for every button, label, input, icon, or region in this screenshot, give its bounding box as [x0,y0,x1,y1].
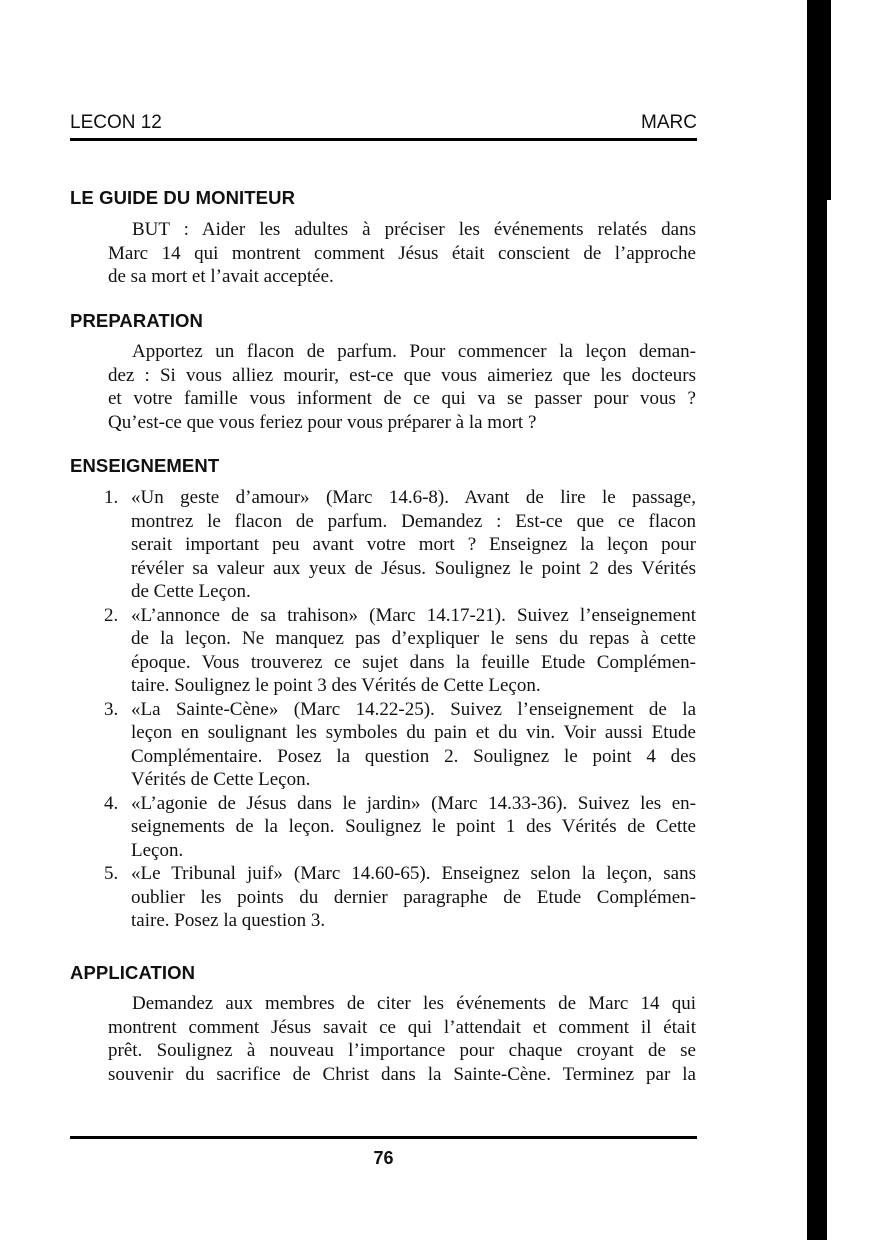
header-rule [70,138,697,141]
text-line: leçon en soulignant les symboles du pain et du vin. Voir aussi Etude [131,722,696,743]
text-line: seignements de la leçon. Soulignez le point 1 des Vérités de Cette [131,816,696,837]
header-lesson: LECON 12 [70,112,162,133]
text-line: de sa mort et l’avait acceptée. [108,266,334,287]
text-line: montrent comment Jésus savait ce qui l’attendait et comment il était [108,1016,696,1038]
list-item [104,792,696,863]
text-line: «L’agonie de Jésus dans le jardin» (Marc 14.33-36). Suivez les en- [131,792,696,814]
scan-edge-bar [807,0,827,1240]
section-title-enseignement: ENSEIGNEMENT [70,455,220,476]
running-header [70,112,697,134]
text-line: Complémentaire. Posez la question 2. Soulignez le point 4 des [131,745,696,767]
list-item [104,604,696,698]
enseignement-list [104,486,696,933]
section-title-guide: LE GUIDE DU MONITEUR [70,187,296,208]
item-number: 1. [104,487,119,508]
text-line: dez : Si vous alliez mourir, est-ce que vous aimeriez que les docteurs [108,364,696,386]
application-paragraph [108,992,696,1086]
text-line: Vérités de Cette Leçon. [131,769,311,790]
item-number: 4. [104,792,119,814]
text-line: montrez le flacon de parfum. Demandez : Est-ce que ce flacon [131,510,696,532]
footer-rule [70,1136,697,1139]
text-line: Qu’est-ce que vous feriez pour vous préparer à la mort ? [108,411,537,433]
text-line: taire. Posez la question 3. [131,910,326,931]
section-title-application: APPLICATION [70,962,196,983]
list-item [104,486,696,604]
text-line: de Cette Leçon. [131,581,251,602]
text-line: souvenir du sacrifice de Christ dans la Sainte-Cène. Terminez par la [108,1063,696,1085]
preparation-paragraph [108,340,696,434]
text-line: de la leçon. Ne manquez pas d’expliquer le sens du repas à cette [131,628,696,649]
header-book: MARC [641,112,697,133]
text-line: Demandez aux membres de citer les événements de Marc 14 qui [132,993,696,1014]
item-number: 3. [104,698,119,720]
text-line: révéler sa valeur aux yeux de Jésus. Soulignez le point 2 des Vérités [131,557,696,579]
item-number: 2. [104,604,119,626]
text-line: taire. Soulignez le point 3 des Vérités de Cette Leçon. [131,675,541,696]
text-line: et votre famille vous informent de ce qui va se passer pour vous ? [108,388,696,409]
text-line: oublier les points du dernier paragraphe de Etude Complémen- [131,886,696,908]
text-line: BUT : Aider les adultes à préciser les événements relatés dans [132,219,696,240]
text-line: époque. Vous trouverez ce sujet dans la feuille Etude Complémen- [131,651,696,673]
list-item [104,698,696,792]
page-number: 76 [373,1148,394,1168]
guide-paragraph [108,218,696,289]
text-line: Apportez un flacon de parfum. Pour commencer la leçon deman- [132,341,696,362]
text-line: prêt. Soulignez à nouveau l’importance pour chaque croyant de se [108,1040,696,1061]
text-line: «La Sainte-Cène» (Marc 14.22-25). Suivez l’enseignement de la [131,698,696,720]
text-line: Marc 14 qui montrent comment Jésus était conscient de l’approche [108,242,696,264]
text-line: serait important peu avant votre mort ? Enseignez la leçon pour [131,534,696,555]
section-title-preparation: PREPARATION [70,310,204,331]
list-item [104,862,696,933]
text-line: «Le Tribunal juif» (Marc 14.60-65). Enseignez selon la leçon, sans [131,863,696,884]
text-line: «L’annonce de sa trahison» (Marc 14.17-21). Suivez l’enseignement [131,604,696,626]
text-line: «Un geste d’amour» (Marc 14.6-8). Avant de lire le passage, [131,487,696,508]
item-number: 5. [104,863,119,884]
text-line: Leçon. [131,839,184,861]
